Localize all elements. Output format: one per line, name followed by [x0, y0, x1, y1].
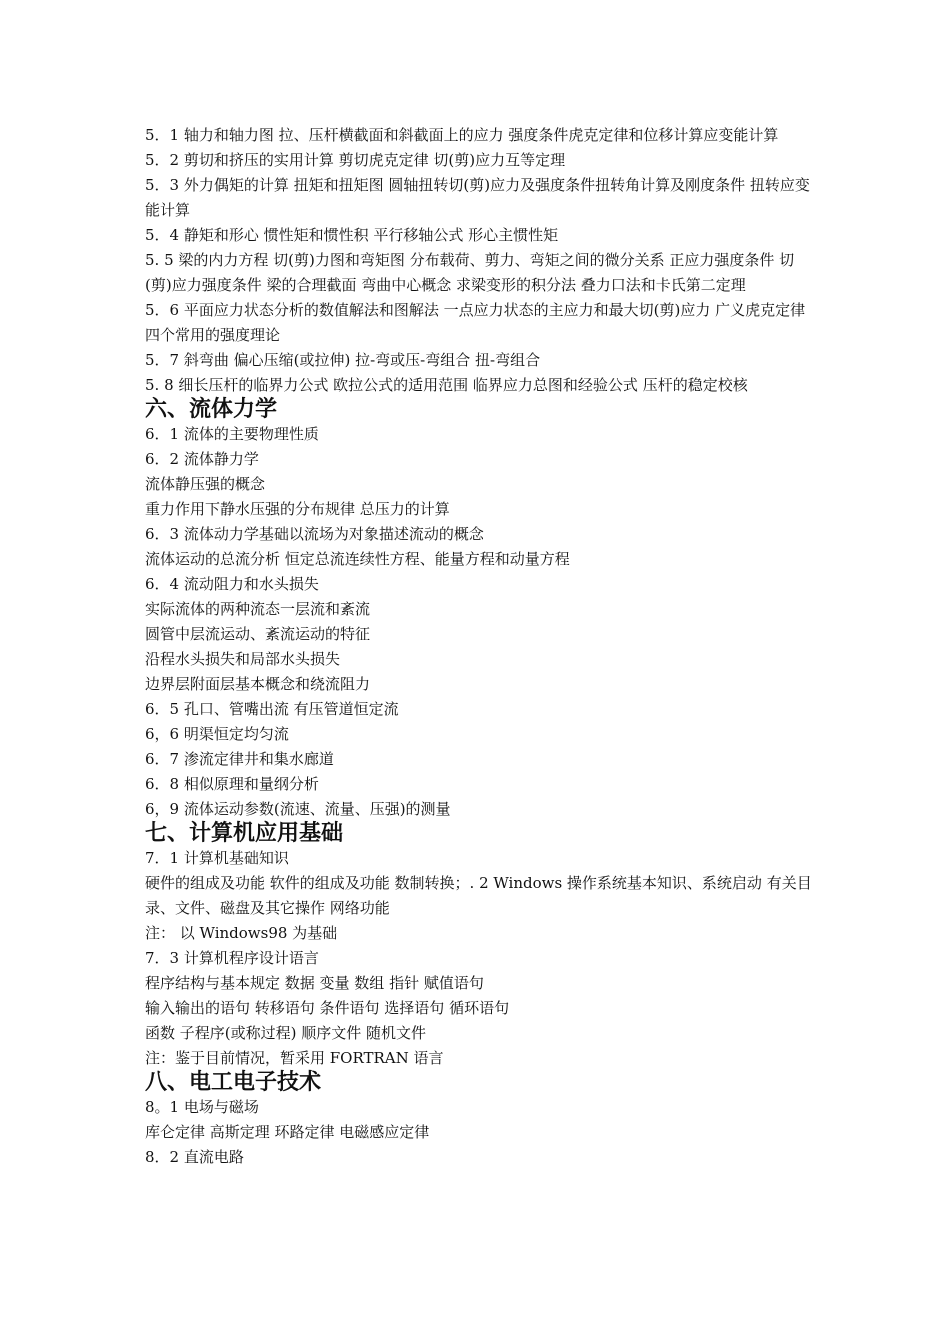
item-6-4c: 沿程水头损失和局部水头损失: [145, 650, 341, 668]
section-8: [145, 1071, 813, 1170]
item-5-2: 5．2 剪切和挤压的实用计算 剪切虎克定律 切(剪)应力互等定理: [145, 151, 566, 169]
item-5-1: 5．1 轴力和轴力图 拉、压杆横截面和斜截面上的应力 强度条件虎克定律和位移计算应变能计算: [145, 126, 779, 144]
item-6-1: 6．1 流体的主要物理性质: [145, 425, 319, 443]
item-6-2a: 流体静压强的概念: [145, 475, 266, 493]
item-5-4: 5．4 静矩和形心 惯性矩和惯性积 平行移轴公式 形心主惯性矩: [145, 226, 559, 244]
document-page: [145, 123, 813, 1170]
item-6-4d: 边界层附面层基本概念和绕流阻力: [145, 675, 371, 693]
item-7-3a: 程序结构与基本规定 数据 变量 数组 指针 赋值语句: [145, 974, 484, 992]
section-heading-8: 八、电工电子技术: [145, 1070, 322, 1095]
item-7-1a: 硬件的组成及功能 软件的组成及功能 数制转换；. 2 Windows 操作系统基本知识、系统启动 有关目录、文件、磁盘及其它操作 网络功能: [145, 874, 812, 917]
section-5: [145, 123, 813, 398]
item-8-2: 8．2 直流电路: [145, 1148, 244, 1166]
item-5-7: 5．7 斜弯曲 偏心压缩(或拉伸) 拉-弯或压-弯组合 扭-弯组合: [145, 351, 541, 369]
item-6-2: 6．2 流体静力学: [145, 450, 259, 468]
item-6-4: 6．4 流动阻力和水头损失: [145, 575, 319, 593]
item-6-4a: 实际流体的两种流态一层流和紊流: [145, 600, 371, 618]
item-6-4b: 圆管中层流运动、紊流运动的特征: [145, 625, 371, 643]
item-8-1: 8。1 电场与磁场: [145, 1098, 259, 1116]
item-6-2b: 重力作用下静水压强的分布规律 总压力的计算: [145, 500, 450, 518]
item-5-5: 5. 5 梁的内力方程 切(剪)力图和弯矩图 分布载荷、剪力、弯矩之间的微分关系 正应力强度条件 切(剪)应力强度条件 梁的合理截面 弯曲中心概念 求梁变形的积分法 叠力口法和卡氏第二定理: [145, 251, 795, 294]
note-7-3: 注：鉴于目前情况，暂采用 FORTRAN 语言: [145, 1049, 444, 1067]
item-6-7: 6．7 渗流定律井和集水廊道: [145, 750, 334, 768]
item-7-3: 7．3 计算机程序设计语言: [145, 949, 319, 967]
item-5-3: 5．3 外力偶矩的计算 扭矩和扭矩图 圆轴扭转切(剪)应力及强度条件扭转角计算及刚度条件 扭转应变能计算: [145, 176, 810, 219]
section-heading-7: 七、计算机应用基础: [145, 821, 344, 846]
item-6-3a: 流体运动的总流分析 恒定总流连续性方程、能量方程和动量方程: [145, 550, 570, 568]
item-7-1: 7．1 计算机基础知识: [145, 849, 289, 867]
section-7: [145, 822, 813, 1071]
section-6: [145, 398, 813, 822]
item-6-6: 6，6 明渠恒定均匀流: [145, 725, 289, 743]
item-5-6: 5．6 平面应力状态分析的数值解法和图解法 一点应力状态的主应力和最大切(剪)应力 广义虎克定律 四个常用的强度理论: [145, 301, 806, 344]
item-7-3c: 函数 子程序(或称过程) 顺序文件 随机文件: [145, 1024, 427, 1042]
item-6-8: 6．8 相似原理和量纲分析: [145, 775, 319, 793]
item-8-1a: 库仑定律 高斯定理 环路定律 电磁感应定律: [145, 1123, 430, 1141]
section-heading-6: 六、流体力学: [145, 397, 278, 422]
note-7-2: 注： 以 Windows98 为基础: [145, 924, 338, 942]
item-6-9: 6，9 流体运动参数(流速、流量、压强)的测量: [145, 800, 451, 818]
item-6-3: 6．3 流体动力学基础以流场为对象描述流动的概念: [145, 525, 484, 543]
item-6-5: 6．5 孔口、管嘴出流 有压管道恒定流: [145, 700, 399, 718]
item-5-8: 5. 8 细长压杆的临界力公式 欧拉公式的适用范围 临界应力总图和经验公式 压杆的稳定校核: [145, 376, 748, 394]
item-7-3b: 输入输出的语句 转移语句 条件语句 选择语句 循环语句: [145, 999, 510, 1017]
